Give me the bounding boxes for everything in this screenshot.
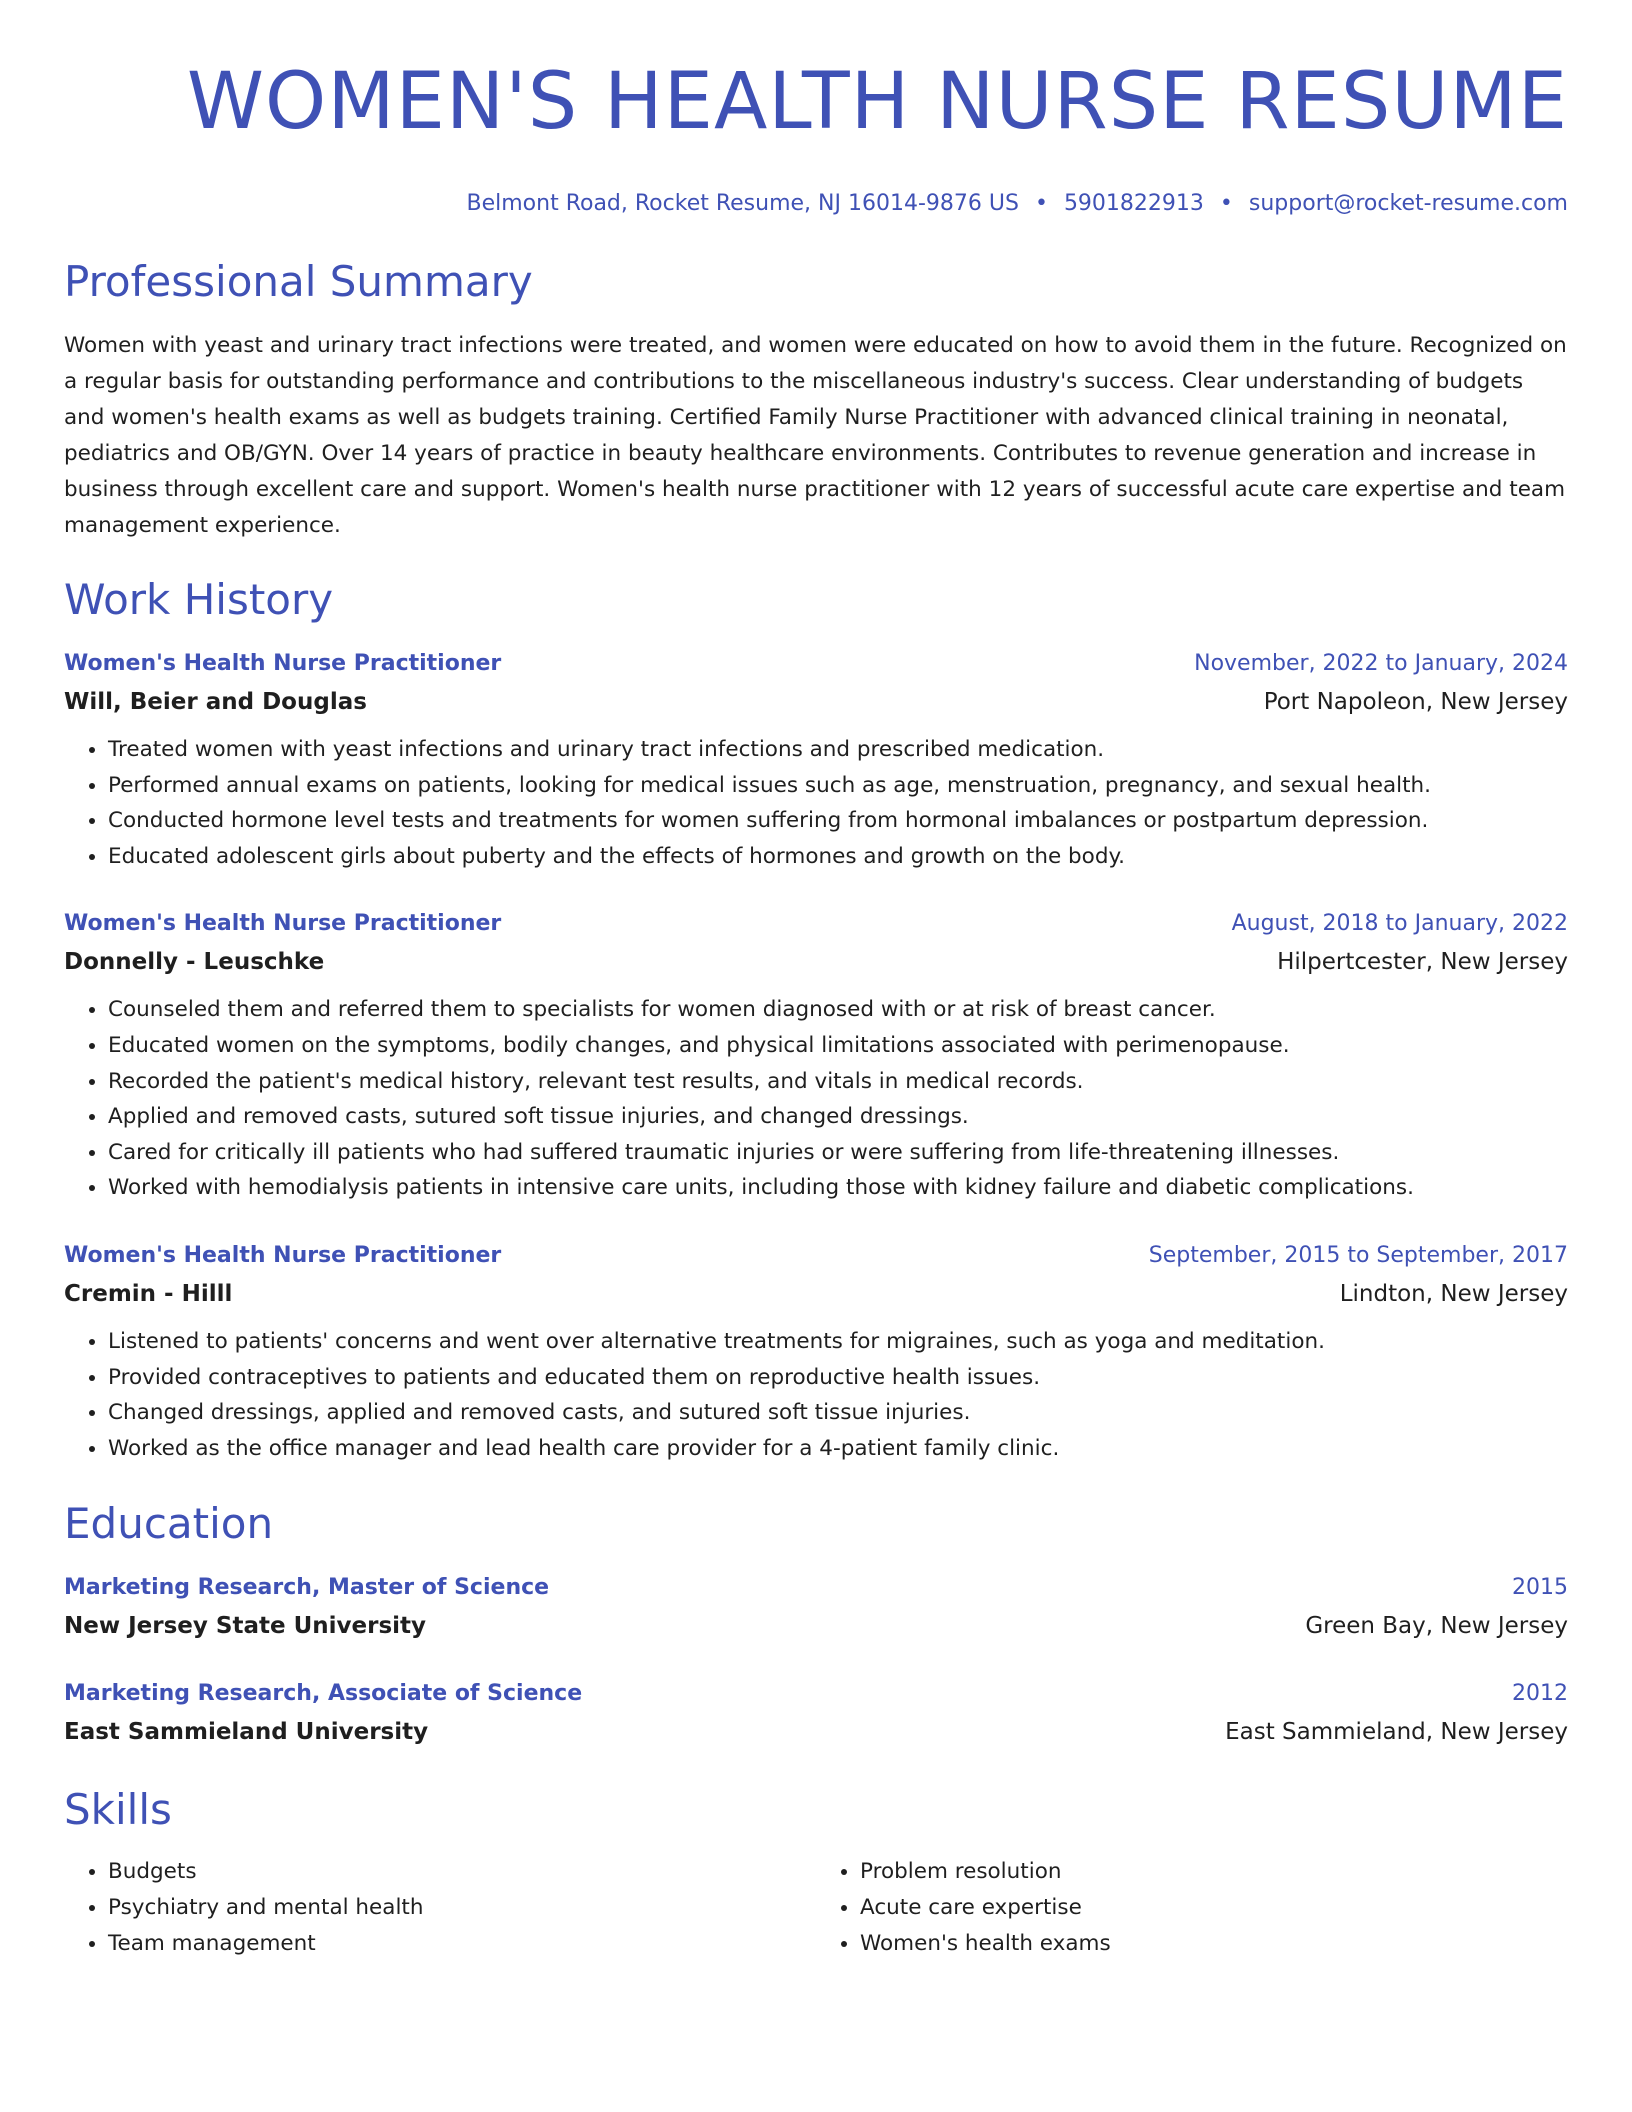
education-location: Green Bay, New Jersey xyxy=(1305,1613,1568,1640)
job-bullet: • Worked with hemodialysis patients in intensive care units, including those with kidney failure and diabetic complications. xyxy=(108,1170,1568,1206)
skills-list-left xyxy=(64,1854,816,1962)
job-dates: September, 2015 to September, 2017 xyxy=(1148,1242,1568,1268)
job-bullet: • Cared for critically ill patients who had suffered traumatic injuries or were suffering from life-threatening illnesses. xyxy=(108,1135,1568,1171)
summary-text: Women with yeast and urinary tract infections were treated, and women were educated on how to avoid them in the future. Recognized on a regular basis for outstanding performance and contributions to the miscellaneous industry's success. Clear understanding of budgets and women's health exams as well as budgets training. Certified Family Nurse Practitioner with advanced clinical training in neonatal, pediatrics and OB/GYN. Over 14 years of practice in beauty healthcare environments. Contributes to revenue generation and increase in business through excellent care and support. Women's health nurse practitioner with 12 years of successful acute care expertise and team management experience. xyxy=(64,333,1567,538)
job-title: Women's Health Nurse Practitioner xyxy=(64,651,502,676)
education-school-row xyxy=(64,1606,1568,1646)
job-company-row xyxy=(64,942,1568,982)
work-history-heading: Work History xyxy=(64,575,334,624)
summary-heading: Professional Summary xyxy=(64,257,533,306)
job-bullets xyxy=(64,992,1568,1206)
job-company-row xyxy=(64,682,1568,722)
skill-item: • Team management xyxy=(108,1926,816,1962)
skill-item: • Problem resolution xyxy=(860,1854,1568,1890)
education-degree: Marketing Research, Master of Science xyxy=(64,1575,550,1601)
education-header-row xyxy=(64,1570,1568,1606)
job-bullet: • Applied and removed casts, sutured soft tissue injuries, and changed dressings. xyxy=(108,1099,1568,1135)
education-school: New Jersey State University xyxy=(64,1613,427,1640)
job-title: Women's Health Nurse Practitioner xyxy=(64,1242,502,1268)
job-bullet: • Conducted hormone level tests and treatments for women suffering from hormonal imbalances or postpartum depression. xyxy=(108,803,1568,839)
job-entry xyxy=(64,646,1568,874)
education-heading: Education xyxy=(64,1499,274,1549)
education-year: 2012 xyxy=(1512,1681,1568,1707)
education-entry xyxy=(64,1570,1568,1646)
contact-separator: • xyxy=(1034,191,1048,216)
skill-item: • Psychiatry and mental health xyxy=(108,1890,816,1926)
job-bullet: • Counseled them and referred them to specialists for women diagnosed with or at risk of breast cancer. xyxy=(108,992,1568,1028)
job-dates: November, 2022 to January, 2024 xyxy=(1194,651,1568,676)
job-location: Port Napoleon, New Jersey xyxy=(1263,689,1568,715)
job-bullet: • Listened to patients' concerns and went over alternative treatments for migraines, such as yoga and meditation. xyxy=(108,1324,1568,1360)
skills-grid xyxy=(64,1854,1568,1962)
job-bullet: • Performed annual exams on patients, looking for medical issues such as age, menstruation, pregnancy, and sexual health. xyxy=(108,768,1568,804)
job-header-row xyxy=(64,646,1568,682)
contact-address: Belmont Road, Rocket Resume, NJ 16014-9876 US xyxy=(466,191,1019,216)
job-bullets xyxy=(64,1324,1568,1466)
skills-column-right xyxy=(816,1854,1568,1962)
job-dates: August, 2018 to January, 2022 xyxy=(1231,911,1568,937)
education-year: 2015 xyxy=(1512,1575,1568,1601)
job-bullet: • Worked as the office manager and lead health care provider for a 4-patient family clinic. xyxy=(108,1431,1568,1467)
job-bullet: • Educated adolescent girls about puberty and the effects of hormones and growth on the body. xyxy=(108,839,1568,875)
job-bullet: • Treated women with yeast infections and urinary tract infections and prescribed medication. xyxy=(108,732,1568,768)
education-location: East Sammieland, New Jersey xyxy=(1225,1719,1568,1746)
job-bullets xyxy=(64,732,1568,874)
skill-item: • Acute care expertise xyxy=(860,1890,1568,1926)
education-degree: Marketing Research, Associate of Science xyxy=(64,1681,583,1707)
education-entry xyxy=(64,1676,1568,1752)
job-company-row xyxy=(64,1274,1568,1314)
job-bullet: • Provided contraceptives to patients and educated them on reproductive health issues. xyxy=(108,1360,1568,1396)
contact-phone: 5901822913 xyxy=(1063,191,1204,216)
contact-line xyxy=(64,190,1568,218)
job-company: Donnelly - Leuschke xyxy=(64,949,325,976)
contact-separator: • xyxy=(1219,191,1233,216)
education-school: East Sammieland University xyxy=(64,1719,429,1746)
education-school-row xyxy=(64,1712,1568,1752)
job-entry xyxy=(64,1238,1568,1466)
job-title: Women's Health Nurse Practitioner xyxy=(64,911,502,937)
job-bullet: • Educated women on the symptoms, bodily changes, and physical limitations associated with perimenopause. xyxy=(108,1028,1568,1064)
skills-list-right xyxy=(816,1854,1568,1962)
job-header-row xyxy=(64,906,1568,942)
job-location: Hilpertcester, New Jersey xyxy=(1277,949,1568,976)
skills-column-left xyxy=(64,1854,816,1962)
job-company: Cremin - Hilll xyxy=(64,1280,233,1307)
contact-email: support@rocket-resume.com xyxy=(1248,191,1568,216)
resume-title: WOMEN'S HEALTH NURSE RESUME xyxy=(186,57,1568,147)
job-company: Will, Beier and Douglas xyxy=(64,689,367,715)
skills-heading: Skills xyxy=(64,1785,172,1835)
job-location: Lindton, New Jersey xyxy=(1339,1280,1568,1307)
education-header-row xyxy=(64,1676,1568,1712)
job-header-row xyxy=(64,1238,1568,1274)
job-bullet: • Recorded the patient's medical history, relevant test results, and vitals in medical records. xyxy=(108,1064,1568,1100)
skill-item: • Budgets xyxy=(108,1854,816,1890)
job-bullet: • Changed dressings, applied and removed casts, and sutured soft tissue injuries. xyxy=(108,1395,1568,1431)
skill-item: • Women's health exams xyxy=(860,1926,1568,1962)
job-entry xyxy=(64,906,1568,1206)
